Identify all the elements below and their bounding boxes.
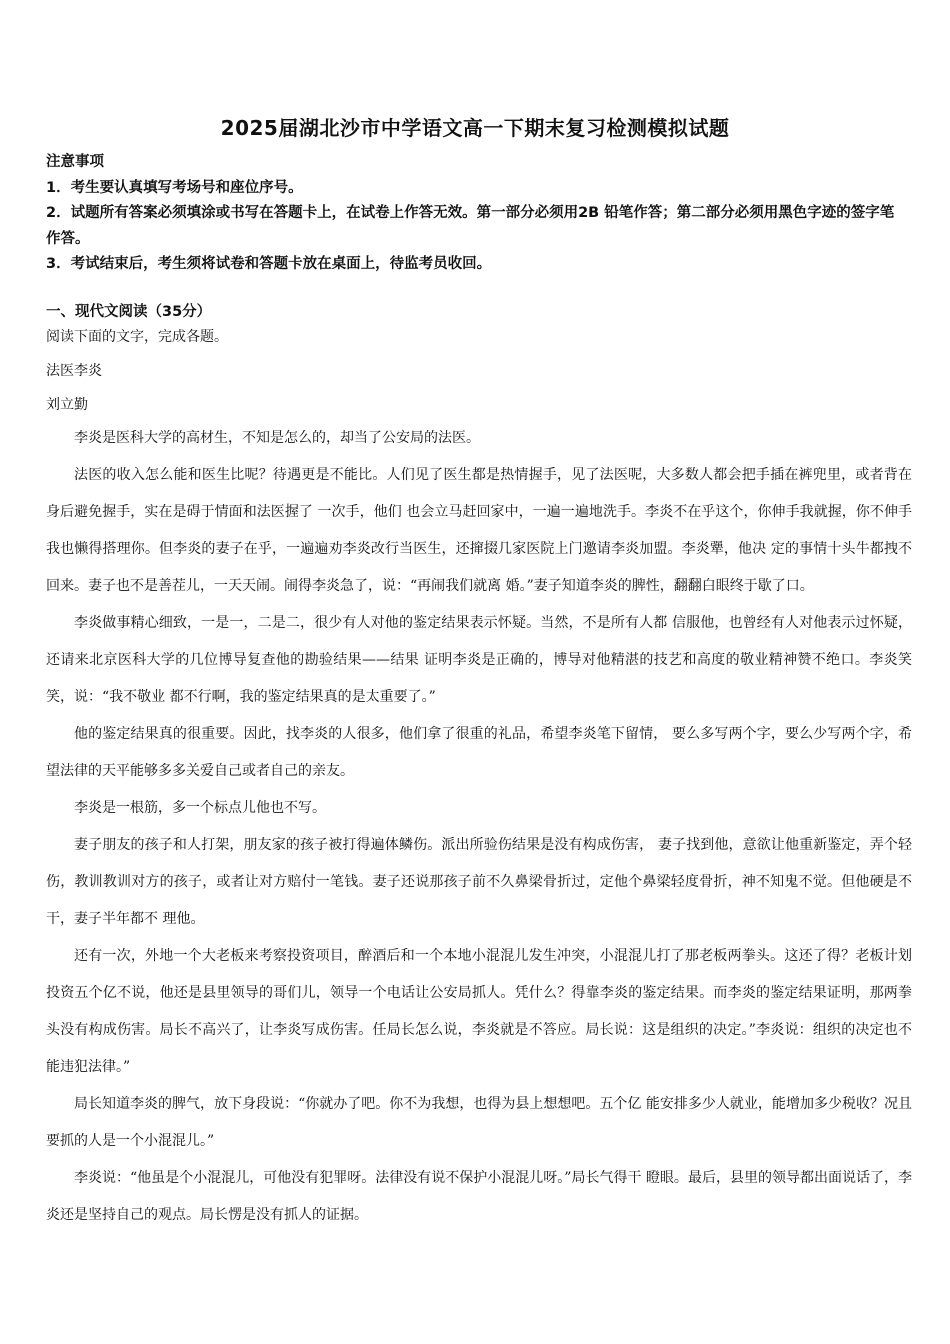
paragraph: 他的鉴定结果真的很重要。因此，找李炎的人很多，他们拿了很重的礼品，希望李炎笔下留情， 要么多写两个字，要么少写两个字，希望法律的天平能够多多关爱自己或者自己的亲友。 — [46, 726, 912, 779]
paragraph: 李炎说：“他虽是个小混混儿，可他没有犯罪呀。法律没有说不保护小混混儿呀。”局长气得干 瞪眼。最后，县里的领导都出面说话了，李炎还是坚持自己的观点。局长愣是没有抓人的证据。 — [46, 1170, 912, 1223]
notice-block — [46, 150, 908, 278]
paragraph: 局长知道李炎的脾气，放下身段说：“你就办了吧。你不为我想，也得为县上想想吧。五个亿 能安排多少人就业，能增加多少税收？况且要抓的人是一个小混混儿。” — [46, 1096, 912, 1149]
notice-item: 1．考生要认真填写考场号和座位序号。 — [46, 179, 303, 196]
section-instruction: 阅读下面的文字，完成各题。 — [46, 329, 228, 345]
notice-item: 2．试题所有答案必须填涂或书写在答题卡上，在试卷上作答无效。第一部分必须用2B 铅笔作答；第二部分必须用黑色字迹的签字笔作答。 — [46, 205, 895, 247]
notice-item: 3．考试结束后，考生须将试卷和答题卡放在桌面上，待监考员收回。 — [46, 256, 492, 272]
paragraph: 妻子朋友的孩子和人打架，朋友家的孩子被打得遍体鳞伤。派出所验伤结果是没有构成伤害， 妻子找到他，意欲让他重新鉴定，弄个轻伤，教训教训对方的孩子，或者让对方赔付一笔钱。妻子还说那孩子前不久鼻梁骨折过，定他个鼻梁轻度骨折，神不知鬼不觉。但他硬是不干，妻子半年都不 理他。 — [46, 837, 912, 927]
paragraph: 李炎是医科大学的高材生，不知是怎么的，却当了公安局的法医。 — [74, 430, 480, 446]
article-body — [46, 420, 912, 1234]
article-author: 刘立勤 — [46, 397, 88, 413]
article-title: 法医李炎 — [46, 363, 102, 379]
paragraph: 法医的收入怎么能和医生比呢？待遇更是不能比。人们见了医生都是热情握手，见了法医呢，大多数人都会把手插在裤兜里，或者背在身后避免握手，实在是碍于情面和法医握了 一次手，他们 也会立马赶回家中，一遍一遍地洗手。李炎不在乎这个，你伸手我就握，你不伸手我也懒得搭理你。但李炎的妻子在乎，一遍遍劝李炎改行当医生，还撺掇几家医院上门邀请李炎加盟。李炎犟，他决 定的事情十头牛都拽不回来。妻子也不是善茬儿，一天天闹。闹得李炎急了，说：“再闹我们就离 婚。”妻子知道李炎的脾性，翻翻白眼终于歇了口。 — [46, 467, 912, 594]
paragraph: 李炎做事精心细致，一是一，二是二，很少有人对他的鉴定结果表示怀疑。当然，不是所有人都 信服他，也曾经有人对他表示过怀疑，还请来北京医科大学的几位博导复查他的勘验结果——结果 证明李炎是正确的，博导对他精湛的技艺和高度的敬业精神赞不绝口。李炎笑笑，说：“我不敬业 都不行啊，我的鉴定结果真的是太重要了。” — [46, 615, 912, 705]
paragraph: 李炎是一根筋，多一个标点儿他也不写。 — [74, 800, 326, 816]
notice-heading: 注意事项 — [46, 154, 104, 170]
section-heading: 一、现代文阅读（35分） — [46, 304, 212, 320]
page-title: 2025届湖北沙市中学语文高一下期末复习检测模拟试题 — [220, 116, 730, 140]
paragraph: 还有一次，外地一个大老板来考察投资项目，醉酒后和一个本地小混混儿发生冲突，小混混儿打了那老板两拳头。这还了得？老板计划投资五个亿不说，他还是县里领导的哥们儿，领导一个电话让公安局抓人。凭什么？得靠李炎的鉴定结果。而李炎的鉴定结果证明，那两拳头没有构成伤害。局长不高兴了，让李炎写成伤害。任局长怎么说，李炎就是不答应。局长说：这是组织的决定。”李炎说：组织的决定也不能违犯法律。” — [46, 948, 912, 1075]
